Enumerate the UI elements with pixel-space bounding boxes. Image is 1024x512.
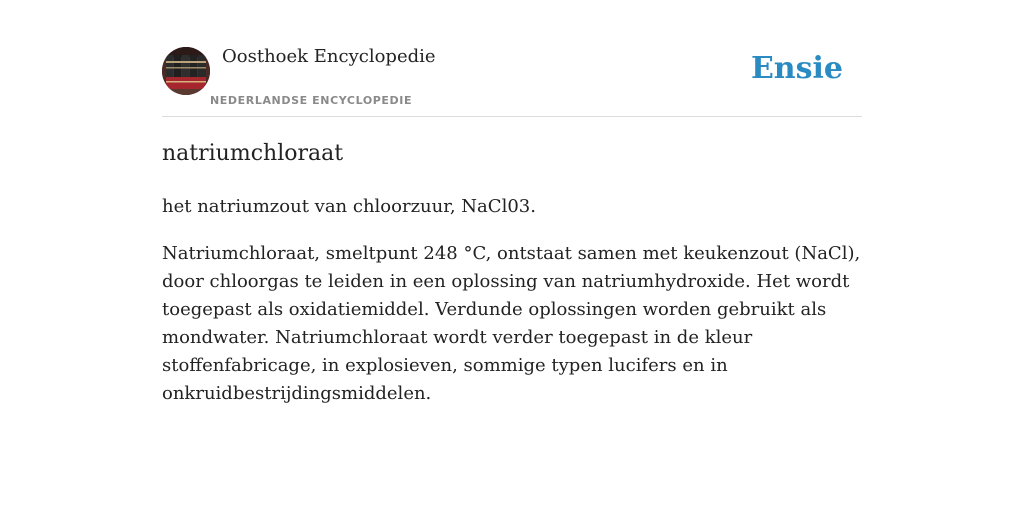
encyclopedia-books-icon[interactable] <box>162 47 210 95</box>
site-name[interactable]: Oosthoek Encyclopedie <box>222 46 436 67</box>
entry-definition: het natriumzout van chloorzuur, NaCl03. <box>162 196 536 217</box>
entry-body: Natriumchloraat, smeltpunt 248 °C, ontstaat samen met keukenzout (NaCl), door chloorgas te leiden in een oplossing van natriumhydroxide. Het wordt toegepast als oxidatiemiddel. Verdunde oplossingen worden gebruikt als mondwater. Natriumchloraat wordt verder toegepast in de kleur stoffenfabricage, in explosieven, sommige typen lucifers en in onkruidbestrijdingsmiddelen. <box>162 243 861 404</box>
site-header <box>162 40 862 117</box>
entry-content <box>162 138 862 408</box>
ensie-logo[interactable]: Ensie <box>750 51 843 86</box>
entry-title: natriumchloraat <box>162 141 344 166</box>
site-subtitle: NEDERLANDSE ENCYCLOPEDIE <box>210 94 413 107</box>
